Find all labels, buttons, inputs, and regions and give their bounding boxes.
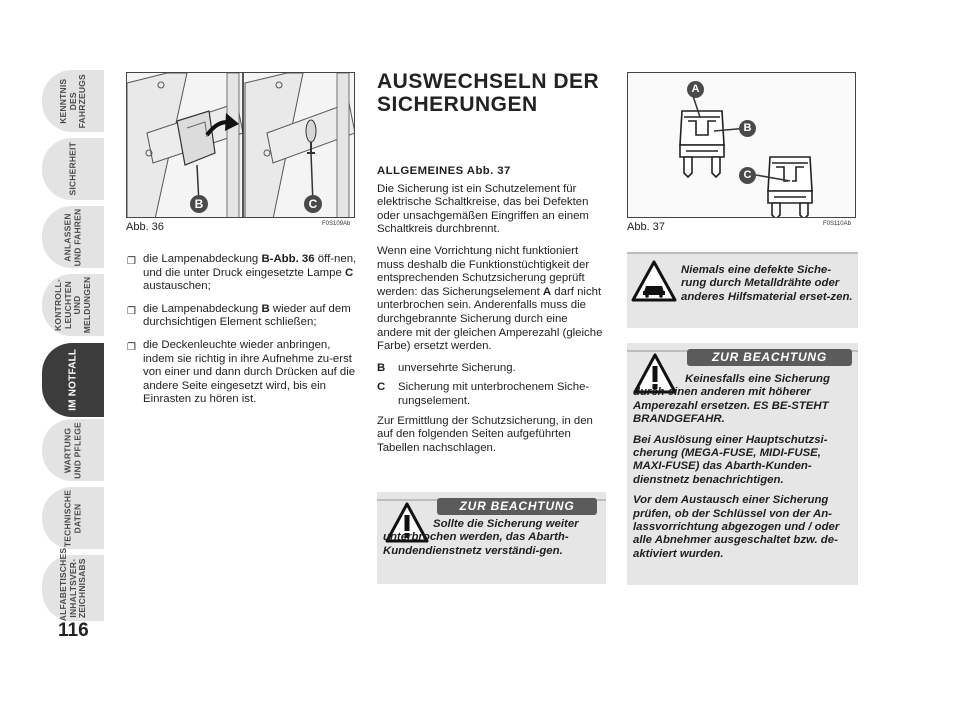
tab-kontrollleuchten[interactable] xyxy=(42,274,104,336)
checkbox-bullet-icon: ❐ xyxy=(127,305,136,317)
bullet-text: wieder auf dem durchsichtigen Element schließen; xyxy=(143,302,351,329)
list-item xyxy=(126,253,357,294)
car-caution-triangle-icon xyxy=(631,260,677,302)
definition-key: B xyxy=(377,361,386,374)
tab-label: KONTROLL- LEUCHTEN UND MELDUNGEN xyxy=(53,276,92,334)
left-column-text xyxy=(126,253,357,416)
caution-text: Niemals eine defekte Siche-rung durch Metalldrähte oder anderes Hilfsmaterial erset-zen. xyxy=(681,264,853,303)
tab-label: WARTUNG UND PFLEGE xyxy=(62,421,82,479)
paragraph: Die Sicherung ist ein Schutzelement für elektrische Schaltkreise, das bei Defekten oder unsachgemäßen Eingriffen an einem Schaltkreis durchbrennt. xyxy=(377,182,589,236)
bullet-text: öff-nen, und die unter Druck eingesetzte Lampe xyxy=(143,253,357,279)
definition-key: C xyxy=(377,381,386,394)
figure-36-label: Abb. 36 xyxy=(126,221,164,233)
tab-label: TECHNISCHE DATEN xyxy=(62,489,82,547)
warning-box xyxy=(627,343,858,585)
bullet-text: die Lampenabdeckung xyxy=(143,302,262,315)
bullet-text: die Lampenabdeckung xyxy=(143,253,262,265)
tab-inhaltsverzeichnis[interactable] xyxy=(42,547,104,621)
marker-c: C xyxy=(304,195,322,213)
middle-column-text xyxy=(377,165,605,463)
paragraph-text: darf nicht unterbrochen sein. Anderenfalls muss die durchgebrannte Sicherung durch eine andere mit der gleichen Amperezahl (gleiche Farbe) ersetzt werden. xyxy=(377,285,603,353)
marker-b: B xyxy=(739,120,756,137)
definition-text: Sicherung mit unterbrochenem Siche-rungselement. xyxy=(398,381,590,407)
tab-label: IM NOTFALL xyxy=(67,349,79,411)
warning-paragraph: Vor dem Austausch einer Sicherung prüfen, ob der Schlüssel von der An-lassvorrichtung abgezogen und / oder alle Abnehmer ausgeschaltet bzw. de-aktiviert wurden. xyxy=(633,494,840,560)
figure-36-lamp-illustration xyxy=(126,72,355,218)
figure-36-code: F0S109Ab xyxy=(322,221,351,227)
bullet-text: austauschen; xyxy=(143,280,211,293)
caution-box xyxy=(627,252,858,328)
tab-sicherheit[interactable] xyxy=(42,138,104,200)
warning-heading: ZUR BEACHTUNG xyxy=(437,498,597,515)
paragraph-text: Wenn eine Vorrichtung nicht funktioniert muss deshalb die Funktionstüchtigkeit der entsprechenden Schutzsicherung geprüft werden: das Sicherungselement xyxy=(377,244,590,298)
checkbox-bullet-icon: ❐ xyxy=(127,341,136,353)
figure-37-label: Abb. 37 xyxy=(627,221,665,233)
title-line: AUSWECHSELN DER xyxy=(377,70,600,93)
warning-text-block xyxy=(633,373,853,561)
warning-text: Sollte die Sicherung weiter unterbrochen werden, das Abarth-Kundendienstnetz verständi-gen. xyxy=(383,518,579,557)
paragraph-bold: A xyxy=(542,285,552,298)
bullet-text: die Deckenleuchte wieder anbringen, indem sie richtig in ihre Aufnehme zu-erst von einer und dann durch Drücken auf die andere Seite eingesetzt wird, bis ein Einrasten zu hören ist. xyxy=(143,338,356,406)
warning-paragraph: Keinesfalls eine Sicherung durch einen anderen mit höherer Amperezahl ersetzen. ES BE-STEHT BRANDGEFAHR. xyxy=(633,373,830,426)
fuse-drawing xyxy=(628,73,856,218)
bullet-bold: B-Abb. 36 xyxy=(261,253,315,265)
bullet-bold: B xyxy=(261,302,270,315)
marker-a: A xyxy=(687,81,704,98)
caution-rule xyxy=(627,252,858,254)
tab-label: ANLASSEN UND FAHREN xyxy=(62,208,82,266)
tab-kenntnis-des-fahrzeugs[interactable] xyxy=(42,70,104,132)
tab-label: ALFABETISCHES INHALTSVER- ZEICHNISABS xyxy=(57,547,87,621)
list-item xyxy=(126,339,357,407)
definition-text: unversehrte Sicherung. xyxy=(398,361,516,374)
marker-c: C xyxy=(739,167,756,184)
tab-wartung-und-pflege[interactable] xyxy=(42,419,104,481)
checkbox-bullet-icon: ❐ xyxy=(127,256,136,267)
lamp-drawing xyxy=(127,73,355,218)
title-line: SICHERUNGEN xyxy=(377,93,538,116)
paragraph: Zur Ermittlung der Schutzsicherung, in den auf den folgenden Seiten aufgeführten Tabellen nachschlagen. xyxy=(377,414,593,454)
definition-row xyxy=(377,381,605,408)
figure-37-code: F0S110Ab xyxy=(823,221,851,227)
marker-b: B xyxy=(190,195,208,213)
warning-paragraph: Bei Auslösung einer Hauptschutzsi-cherung (MEGA-FUSE, MIDI-FUSE, MAXI-FUSE) das Abarth-Kunden-dienstnetz benachrichtigen. xyxy=(633,433,828,486)
bullet-bold: C xyxy=(345,266,354,279)
section-subheading: ALLGEMEINES Abb. 37 xyxy=(377,165,511,177)
page-title xyxy=(377,70,599,116)
tab-label: KENNTNIS DES FAHRZEUGS xyxy=(57,73,87,129)
tab-technische-daten[interactable] xyxy=(42,487,104,549)
figure-37-fuse-illustration xyxy=(627,72,856,218)
list-item xyxy=(126,303,357,330)
warning-box xyxy=(377,492,606,584)
definition-row xyxy=(377,362,605,376)
paragraph xyxy=(377,245,605,354)
tab-anlassen-und-fahren[interactable] xyxy=(42,206,104,268)
warning-heading: ZUR BEACHTUNG xyxy=(687,349,852,366)
page-number: 116 xyxy=(58,620,89,641)
tab-im-notfall[interactable] xyxy=(42,343,104,417)
tab-label: SICHERHEIT xyxy=(67,142,78,196)
